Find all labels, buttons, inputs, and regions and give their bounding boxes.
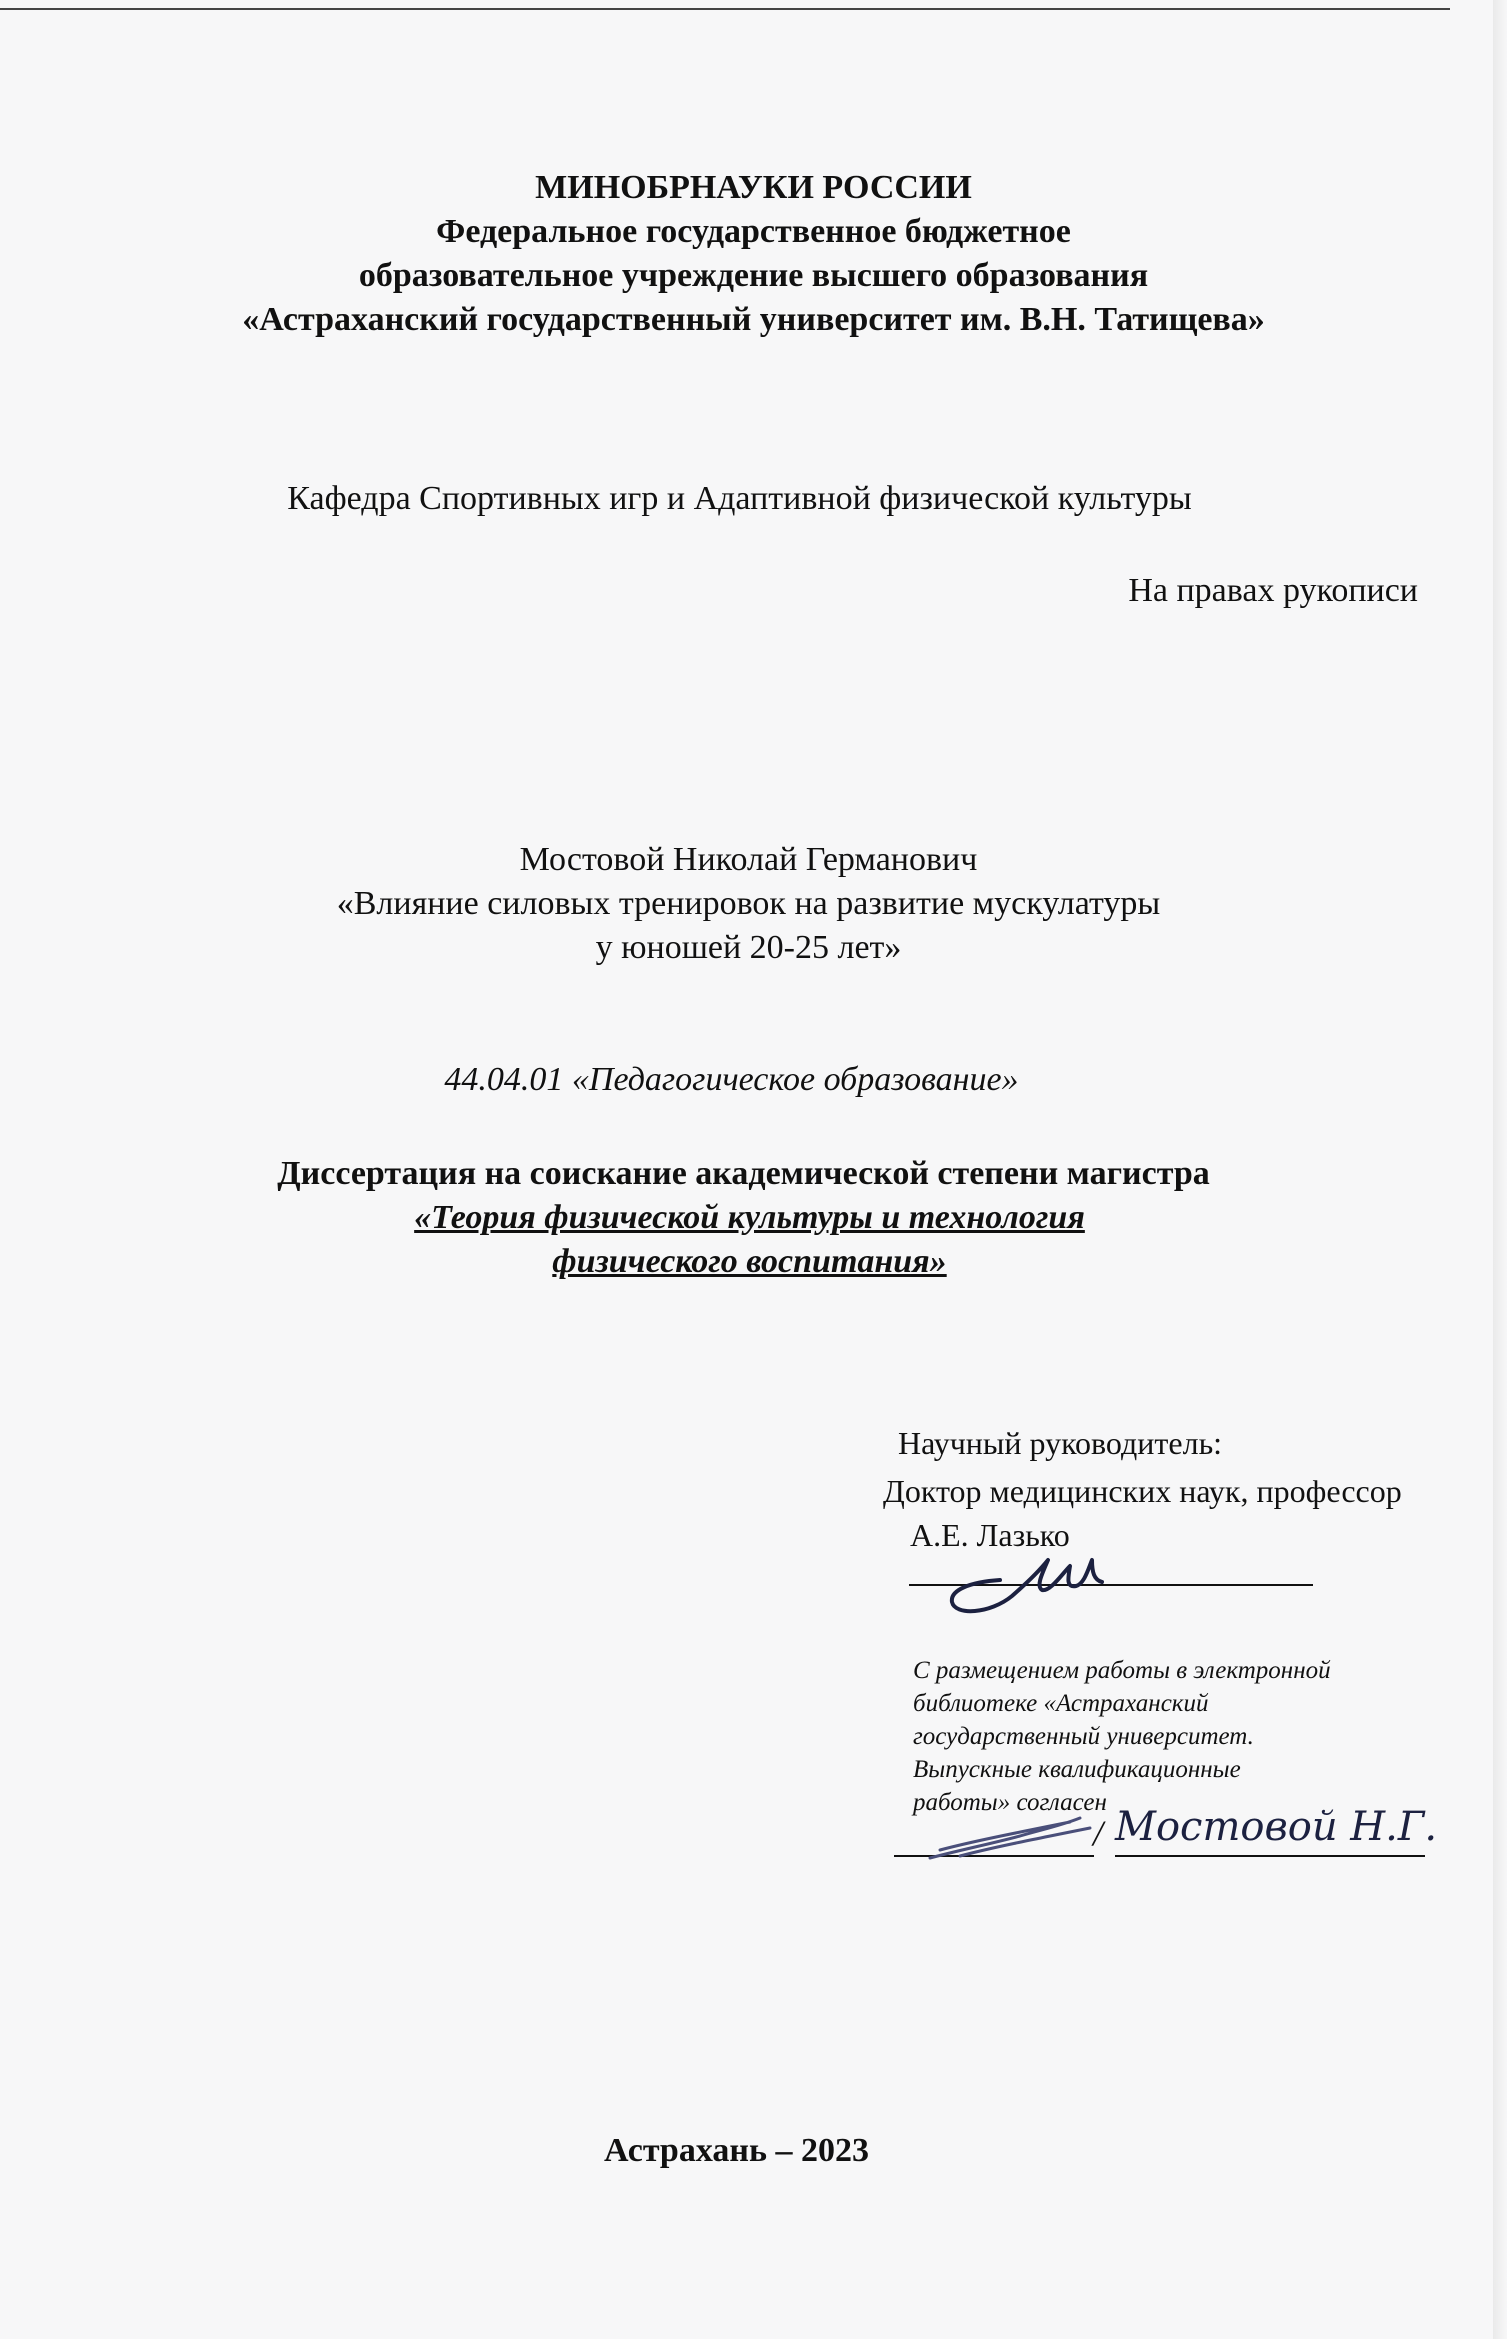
institution-level: образовательное учреждение высшего образования (358, 257, 1149, 294)
university-name: «Астраханский государственный университет им. В.Н. Татищева» (242, 301, 1265, 338)
author-signature-scribble (920, 1800, 1100, 1870)
author-name: Мостовой Николай Германович (519, 841, 978, 878)
supervisor-label: Научный руководитель: (898, 1425, 1223, 1461)
author-handwritten-name (1115, 1790, 1438, 1860)
program-line1 (0, 1197, 1503, 1239)
city-year: Астрахань – 2023 (604, 2132, 869, 2169)
degree-line: Диссертация на соискание академической степени магистра (277, 1155, 1210, 1192)
supervisor-title: Доктор медицинских наук, профессор (883, 1473, 1402, 1509)
ministry-heading: МИНОБРНАУКИ РОССИИ (535, 169, 972, 206)
supervisor-signature (930, 1530, 1130, 1620)
consent-line-4: Выпускные квалификационные (913, 1756, 1241, 1783)
program-line1-text: «Теория физической культуры и технология (414, 1199, 1085, 1236)
thesis-title-line1: «Влияние силовых тренировок на развитие мускулатуры (336, 885, 1161, 922)
consent-line-5: работы» согласен (913, 1789, 1107, 1816)
program-line2 (0, 1241, 1503, 1283)
department-name: Кафедра Спортивных игр и Адаптивной физической культуры (287, 480, 1192, 517)
page-top-edge (0, 0, 1450, 10)
program-line2-text: физического воспитания» (552, 1243, 947, 1280)
specialty-code: 44.04.01 «Педагогическое образование» (444, 1061, 1019, 1098)
institution-type: Федеральное государственное бюджетное (436, 213, 1071, 250)
consent-line-2: библиотеке «Астраханский (913, 1690, 1209, 1717)
author-handwritten-name-text: Мостовой Н.Г. (1115, 1804, 1438, 1850)
manuscript-note: На правах рукописи (1128, 572, 1418, 609)
signature-separator: / (1093, 1813, 1104, 1853)
consent-line-1: С размещением работы в электронной (913, 1657, 1331, 1684)
consent-line-3: государственный университет. (913, 1723, 1254, 1750)
thesis-title-line2: у юношей 20-25 лет» (595, 929, 902, 966)
supervisor-name: А.Е. Лазько (910, 1517, 1070, 1553)
